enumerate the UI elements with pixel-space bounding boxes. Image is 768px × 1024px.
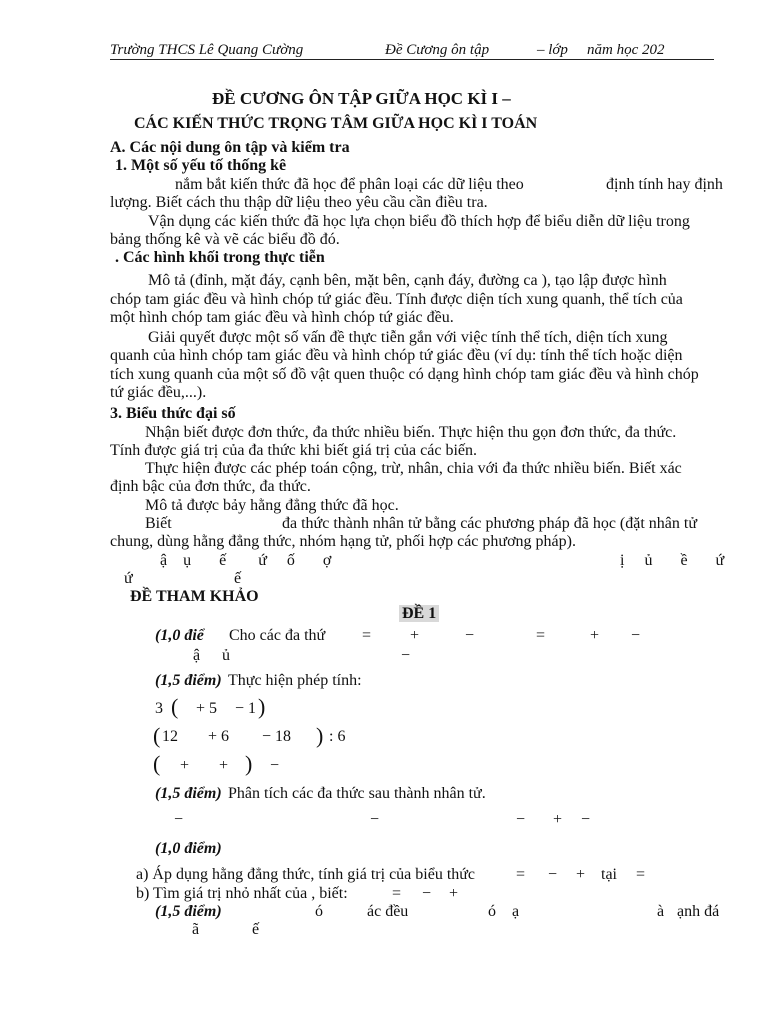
q2-e2-t2: − 18 bbox=[262, 728, 292, 745]
q2-e1-rparen: ) bbox=[258, 694, 266, 719]
s3-fragment-c: ứ bbox=[124, 570, 133, 587]
q1-sub-b: ủ bbox=[222, 647, 230, 664]
s2-p2-line3: tích xung quanh của một số đồ vật quen thuộc có dạng hình chóp tam giác đều và hình chóp bbox=[110, 366, 699, 383]
q3-op-4: + bbox=[553, 811, 563, 828]
header-school: Trường THCS Lê Quang Cường bbox=[110, 42, 304, 58]
q1-op-4: = bbox=[536, 627, 546, 644]
q4-a-text: a) Áp dụng hằng đẳng thức, tính giá trị của biểu thức bbox=[136, 866, 476, 883]
q5-frag-5: à bbox=[657, 903, 665, 920]
s3-p4-line2: chung, dùng hằng đẳng thức, nhóm hạng tử, phối hợp các phương pháp). bbox=[110, 533, 576, 550]
section-3-heading: 3. Biểu thức đại số bbox=[110, 405, 236, 422]
q5-label: (1,5 điểm) bbox=[155, 903, 222, 920]
q3-op-1: − bbox=[174, 811, 184, 828]
q1-op-5: + bbox=[590, 627, 600, 644]
s3-p1-line1: Nhận biết được đơn thức, đa thức nhiều biến. Thực hiện thu gọn đơn thức, đa thức. bbox=[145, 424, 677, 441]
q2-e2-div: : 6 bbox=[329, 728, 346, 745]
q5-frag-2: ác đều bbox=[367, 903, 409, 920]
s1-p2-line1: Vận dụng các kiến thức đã học lựa chọn biểu đồ thích hợp để biểu diễn dữ liệu trong bbox=[148, 213, 690, 230]
s3-fragments-b: ị ủ ề ứ bbox=[620, 552, 725, 569]
q4-a-op-2: − bbox=[548, 866, 558, 883]
q4-b-op-1: = bbox=[392, 885, 402, 902]
q3-op-2: − bbox=[370, 811, 380, 828]
s1-p1-line1a: nắm bắt kiến thức đã học để phân loại các dữ liệu theo bbox=[175, 176, 524, 193]
q2-label: (1,5 điểm) bbox=[155, 672, 222, 689]
q2-e2-t0: 12 bbox=[162, 728, 178, 745]
q2-e3-op3: − bbox=[270, 757, 280, 774]
q3-op-3: − bbox=[516, 811, 526, 828]
q3-text: Phân tích các đa thức sau thành nhân tử. bbox=[228, 785, 486, 802]
q4-b-op-2: − bbox=[422, 885, 432, 902]
q1-op-2: + bbox=[410, 627, 420, 644]
s3-p4-line1b: đa thức thành nhân tử bằng các phương pháp đã học (đặt nhân tử bbox=[282, 515, 698, 532]
s1-p1-line1b: định tính hay định bbox=[606, 176, 723, 193]
q2-e3-rparen: ) bbox=[245, 751, 253, 776]
q2-text: Thực hiện phép tính: bbox=[228, 672, 362, 689]
s3-p4-line1a: Biết bbox=[145, 515, 172, 532]
s3-p1-line2: Tính được giá trị của đa thức khi biết giá trị của các biến. bbox=[110, 442, 477, 459]
s1-p1-line2: lượng. Biết cách thu thập dữ liệu theo yêu cầu cần điều tra. bbox=[110, 194, 488, 211]
q1-op-1: = bbox=[362, 627, 372, 644]
q5-sub-1: ã bbox=[192, 921, 200, 938]
q1-label: (1,0 điể bbox=[155, 627, 204, 644]
s3-p3: Mô tả được bảy hằng đẳng thức đã học. bbox=[145, 497, 399, 514]
s1-p2-line2: bảng thống kê và vẽ các biểu đồ đó. bbox=[110, 231, 340, 248]
s3-fragments-a: ậ ụ ế ứ ố ợ bbox=[160, 552, 332, 569]
q2-e2-lparen: ( bbox=[153, 723, 161, 748]
q3-op-5: − bbox=[581, 811, 591, 828]
s3-fragment-d: ế bbox=[234, 570, 242, 587]
q2-e3-lparen: ( bbox=[153, 751, 161, 776]
s3-p2-line1: Thực hiện được các phép toán cộng, trừ, nhân, chia với đa thức nhiều biến. Biết xác bbox=[145, 460, 682, 477]
q2-e1-lparen: ( bbox=[171, 694, 179, 719]
q2-e3-op1: + bbox=[180, 757, 190, 774]
header-divider bbox=[110, 59, 714, 60]
s2-p2-line1: Giải quyết được một số vấn đề thực tiễn gắn với việc tính thể tích, diện tích xung bbox=[148, 329, 668, 346]
s3-p2-line2: định bậc của đơn thức, đa thức. bbox=[110, 478, 311, 495]
page-subtitle: CÁC KIẾN THỨC TRỌNG TÂM GIỮA HỌC KÌ I TOÁN bbox=[134, 115, 538, 132]
exam-title: ĐỀ 1 bbox=[399, 605, 439, 622]
q1-text: Cho các đa thứ bbox=[229, 627, 326, 644]
q5-frag-4: ạ bbox=[512, 903, 520, 920]
q1-op-6: − bbox=[631, 627, 641, 644]
exam-label bbox=[399, 605, 439, 623]
s2-p1-line2: chóp tam giác đều và hình chóp tứ giác đều. Tính được diện tích xung quanh, thể tích của bbox=[110, 291, 683, 308]
q5-frag-1: ó bbox=[315, 903, 323, 920]
q5-frag-3: ó bbox=[488, 903, 496, 920]
s2-p2-line4: tứ giác đều,...). bbox=[110, 384, 207, 401]
q5-sub-2: ế bbox=[252, 921, 260, 938]
page-title: ĐỀ CƯƠNG ÔN TẬP GIỮA HỌC KÌ I – bbox=[212, 89, 511, 108]
q4-a-at: tại bbox=[601, 866, 617, 883]
q2-e1-coef: 3 bbox=[155, 700, 163, 717]
section-2-heading: . Các hình khối trong thực tiễn bbox=[115, 249, 325, 266]
q2-e1-t2: − 1 bbox=[235, 700, 257, 717]
q4-a-op-3: + bbox=[576, 866, 586, 883]
q2-e2-t1: + 6 bbox=[208, 728, 230, 745]
s2-p2-line2: quanh của hình chóp tam giác đều và hình chóp tứ giác đều (ví dụ: tính thể tích hoặc diện bbox=[110, 347, 683, 364]
section-a-heading: A. Các nội dung ôn tập và kiểm tra bbox=[110, 139, 350, 156]
q5-frag-6: ạnh đá bbox=[677, 903, 720, 920]
section-1-heading: 1. Một số yếu tố thống kê bbox=[115, 157, 287, 174]
s2-p1-line1: Mô tả (đỉnh, mặt đáy, cạnh bên, mặt bên, cạnh đáy, đường ca ), tạo lập được hình bbox=[148, 272, 667, 289]
q2-e1-t1: + 5 bbox=[196, 700, 218, 717]
q4-a-op-4: = bbox=[636, 866, 646, 883]
q4-a-op-1: = bbox=[516, 866, 526, 883]
header-grade: – lớp bbox=[537, 42, 568, 58]
q3-label: (1,5 điểm) bbox=[155, 785, 222, 802]
reference-heading: ĐỀ THAM KHẢO bbox=[130, 588, 259, 605]
q4-b-op-3: + bbox=[449, 885, 459, 902]
q1-sub-c: − bbox=[401, 647, 411, 664]
header-doc: Đề Cương ôn tập bbox=[385, 42, 490, 58]
q4-label: (1,0 điểm) bbox=[155, 840, 222, 857]
q4-b-text: b) Tìm giá trị nhỏ nhất của , biết: bbox=[136, 885, 348, 902]
q2-e3-op2: + bbox=[219, 757, 229, 774]
s2-p1-line3: một hình chóp tam giác đều và hình chóp tứ giác đều. bbox=[110, 309, 454, 326]
header-year: năm học 202 bbox=[587, 42, 665, 58]
q1-op-3: − bbox=[465, 627, 475, 644]
q2-e2-rparen: ) bbox=[316, 723, 324, 748]
q1-sub-a: ậ bbox=[193, 647, 201, 664]
